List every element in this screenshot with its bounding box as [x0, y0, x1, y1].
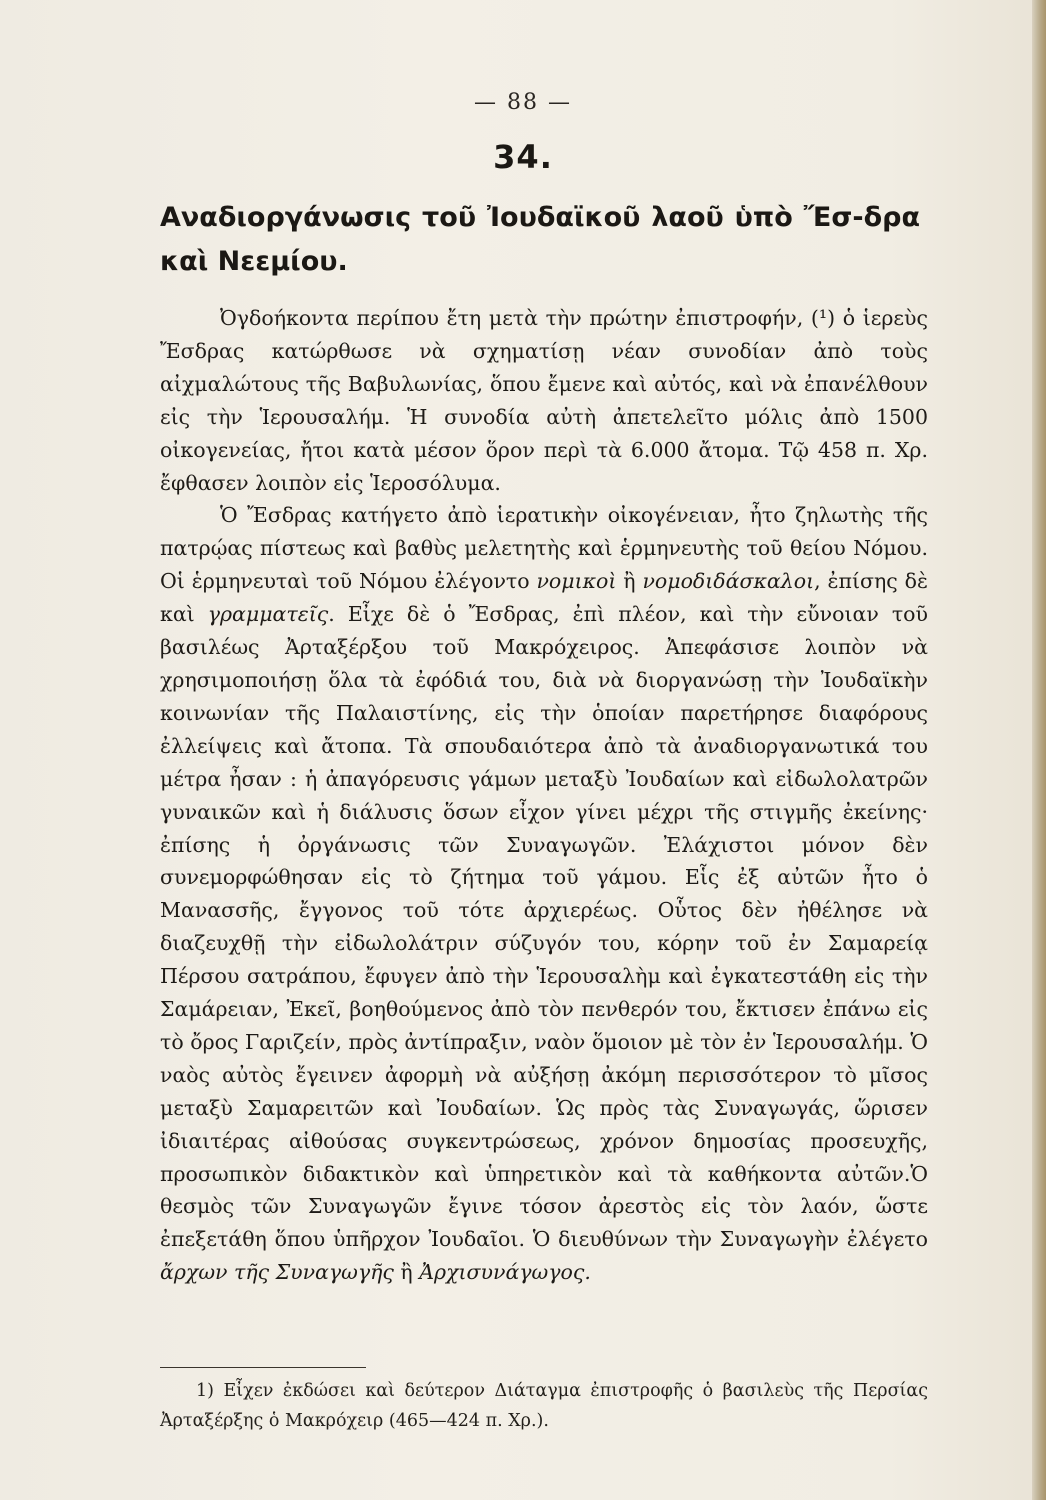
italic-term: ἄρχων τῆς Συναγωγῆς	[160, 1260, 394, 1285]
body-text	[160, 302, 928, 1289]
footnote-divider	[160, 1367, 366, 1368]
text-run: , ἐπίσης δὲ καὶ	[160, 569, 928, 627]
text-run: . Εἶχε δὲ ὁ Ἔσδρας, ἐπὶ πλέον, καὶ τὴν εὔνοιαν τοῦ βασιλέως Ἀρταξέρξου τοῦ Μακρόχειρος. Ἀπεφάσισε λοιπὸν νὰ χρησιμοποιήσῃ ὅλα τὰ ἐφόδιά του, διὰ νὰ διοργανώσῃ τὴν Ἰουδαϊκὴν κοινωνίαν τῆς Παλαιστίνης, εἰς τὴν ὁποίαν παρετήρησε διαφόρους ἐλλείψεις καὶ ἄτοπα. Τὰ σπουδαιότερα ἀπὸ τὰ ἀναδιοργανωτικά του μέτρα ἦσαν : ἡ ἀπαγόρευσις γάμων μεταξὺ Ἰουδαίων καὶ εἰδωλολατρῶν γυναικῶν καὶ ἡ διάλυσις ὅσων εἶχον γίνει μέχρι τῆς στιγμῆς ἐκείνης· ἐπίσης ἡ ὀργάνωσις τῶν Συναγωγῶν. Ἐλάχιστοι μόνον δὲν συνεμορφώθησαν εἰς τὸ ζήτημα τοῦ γάμου. Εἷς ἐξ αὐτῶν ἦτο ὁ Μανασσῆς, ἔγγονος τοῦ τότε ἀρχιερέως. Οὗτος δὲν ἠθέλησε νὰ διαζευχθῇ τὴν εἰδωλολάτριν σύζυγόν του, κόρην τοῦ ἐν Σαμαρείᾳ Πέρσου σατράπου, ἔφυγεν ἀπὸ τὴν Ἱερουσαλὴμ καὶ ἐγκατεστάθη εἰς τὴν Σαμάρειαν, Ἐκεῖ, βοηθούμενος ἀπὸ τὸν πενθερόν του, ἔκτισεν ἐπάνω εἰς τὸ ὄρος Γαριζείν, πρὸς ἀντίπραξιν, ναὸν ὅμοιον μὲ τὸν ἐν Ἱερουσαλήμ. Ὁ ναὸς αὐτὸς ἔγεινεν ἀφορμὴ νὰ αὐξήσῃ ἀκόμη περισσότερον τὸ μῖσος μεταξὺ Σαμαρειτῶν καὶ Ἰουδαίων. Ὡς πρὸς τὰς Συναγωγάς, ὥρισεν ἰδιαιτέρας αἰθούσας συγκεντρώσεως, χρόνον δημοσίας προσευχῆς, προσωπικὸν διδακτικὸν καὶ ὑπηρετικὸν καὶ τὰ καθήκοντα αὐτῶν.Ὁ θεσμὸς τῶν Συναγωγῶν ἔγινε τόσον ἀρεστὸς εἰς τὸν λαόν, ὥστε ἐπεξετάθη ὅπου ὑπῆρχον Ἰουδαῖοι. Ὁ διευθύνων τὴν Συναγωγὴν ἐλέγετο	[160, 602, 928, 1252]
italic-term: γραμματεῖς	[207, 602, 329, 627]
chapter-number: 34.	[493, 138, 553, 176]
page-number: — 88 —	[474, 90, 572, 115]
page-edge	[1032, 0, 1046, 1500]
text-run: Ὁ Ἔσδρας κατήγετο ἀπὸ ἱερατικὴν οἰκογένειαν, ἦτο ζηλωτὴς τῆς πατρῴας πίστεως καὶ βαθὺς μελετητὴς καὶ ἑρμηνευτὴς τοῦ θείου Νόμου. Οἱ ἑρμηνευταὶ τοῦ Νόμου ἐλέγοντο	[160, 503, 928, 594]
body-paragraph	[160, 302, 928, 499]
italic-term: νομικοὶ	[536, 569, 617, 594]
footnote-text: 1) Εἶχεν ἐκδώσει καὶ δεύτερον Διάταγμα ἐπιστροφῆς ὁ βασιλεὺς τῆς Περσίας Ἀρταξέρξης ὁ Μακρόχειρ (465—424 π. Χρ.).	[160, 1381, 928, 1431]
italic-term: νομοδιδάσκαλοι	[642, 569, 815, 594]
chapter-title: Αναδιοργάνωσις τοῦ Ἰουδαϊκοῦ λαοῦ ὑπὸ Ἔσ-δρα καὶ Νεεμίου.	[160, 202, 920, 277]
text-run: ἢ	[616, 569, 643, 594]
italic-term: Ἀρχισυνάγωγος.	[419, 1260, 591, 1285]
footnote	[160, 1376, 928, 1436]
body-paragraph	[160, 499, 928, 1289]
text-run: ἢ	[393, 1260, 420, 1285]
text-run: Ὀγδοήκοντα περίπου ἔτη μετὰ τὴν πρώτην ἐπιστροφήν, (¹) ὁ ἱερεὺς Ἔσδρας κατώρθωσε νὰ σχηματίσῃ νέαν συνοδίαν ἀπὸ τοὺς αἰχμαλώτους τῆς Βαβυλωνίας, ὅπου ἔμενε καὶ αὐτός, καὶ νὰ ἐπανέλθουν εἰς τὴν Ἱερουσαλήμ. Ἡ συνοδία αὐτὴ ἀπετελεῖτο μόλις ἀπὸ 1500 οἰκογενείας, ἤτοι κατὰ μέσον ὅρον περὶ τὰ 6.000 ἄτομα. Τῷ 458 π. Χρ. ἔφθασεν λοιπὸν εἰς Ἱεροσόλυμα.	[160, 306, 928, 495]
